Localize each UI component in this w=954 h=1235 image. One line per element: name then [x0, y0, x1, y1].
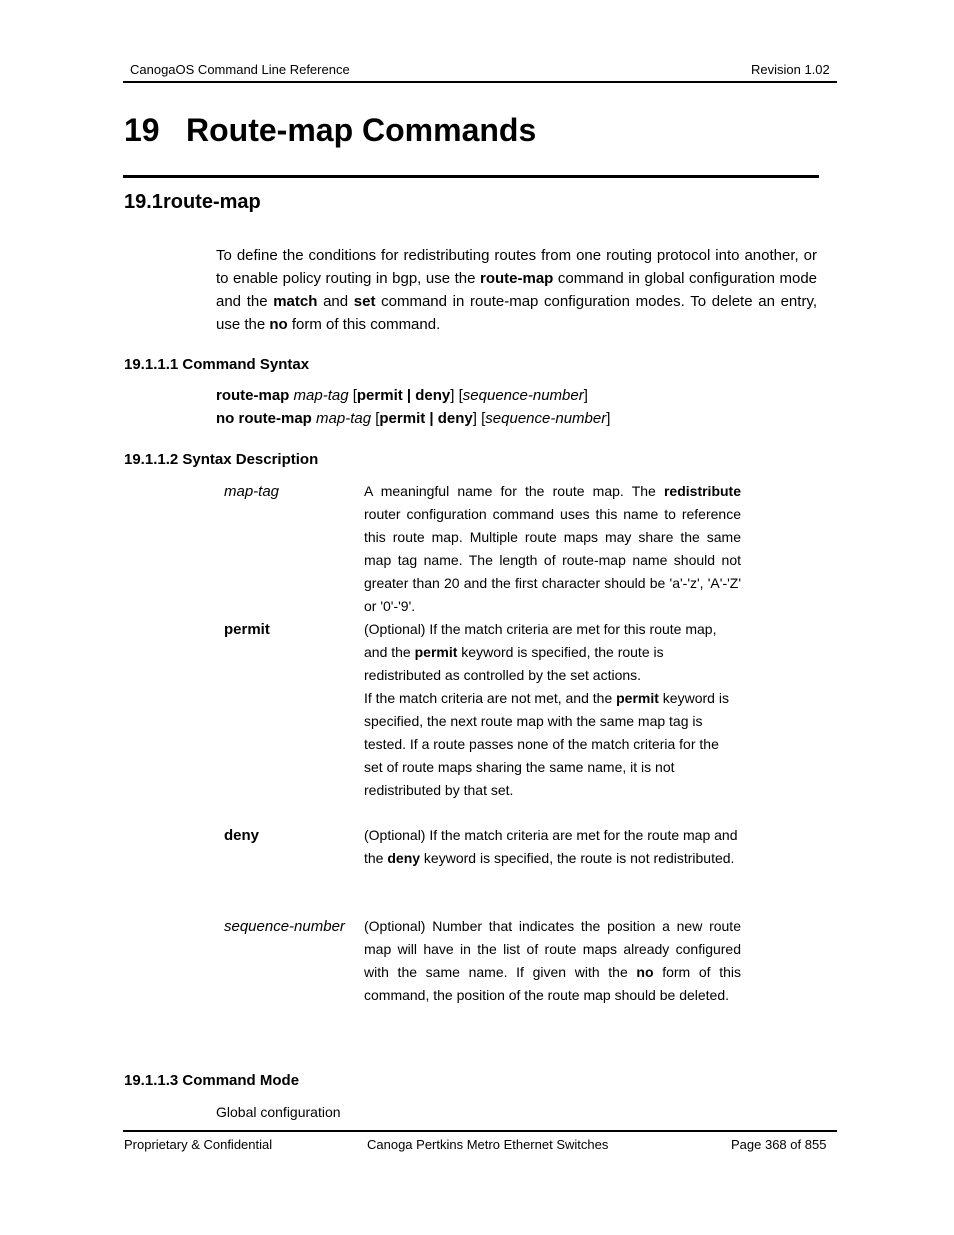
param-desc-paragraph: [364, 687, 741, 802]
section-title: route-map: [162, 191, 261, 213]
param-desc-permit: [364, 618, 741, 802]
intro-keyword-no: no: [269, 316, 288, 333]
param-desc-map-tag: [364, 480, 741, 618]
syntax-bracket: ]: [583, 387, 588, 404]
intro-paragraph: [216, 244, 817, 336]
param-desc-text: (Optional) Number that indicates the position a new route map will have in the list of route maps already configured with the same name. If given with the: [364, 918, 741, 980]
syntax-line-no-route-map: [216, 410, 610, 427]
intro-keyword-match: match: [273, 293, 318, 310]
footer-page-number: Page 368 of 855: [731, 1137, 827, 1152]
syntax-bracket: [: [352, 387, 357, 404]
param-term-text: deny: [224, 827, 260, 844]
chapter-divider: [123, 175, 819, 178]
param-desc-text: (Optional) If the match criteria are met for this route map, and the: [364, 621, 717, 660]
param-desc-keyword: deny: [387, 850, 421, 866]
param-term-text: permit: [224, 621, 270, 638]
param-term-deny: [224, 827, 259, 844]
intro-keyword-route-map: route-map: [479, 270, 554, 287]
syntax-arg: map-tag: [316, 410, 372, 427]
param-desc-text: (Optional) If the match criteria are met for the route map and the: [364, 827, 738, 866]
param-desc-text: A meaningful name for the route map. The: [364, 483, 664, 499]
syntax-bracket: ] [: [450, 387, 463, 404]
intro-text: and: [317, 293, 354, 310]
param-desc-sequence-number: [364, 915, 741, 1007]
param-desc-text: keyword is specified, the route is not redistributed.: [420, 850, 735, 866]
param-desc-text: If the match criteria are not met, and the: [364, 690, 617, 706]
intro-text: To define the conditions for redistributing routes from one routing protocol into another, or to enable policy routing in bgp, use the: [216, 247, 817, 287]
intro-text: command in route-map configuration modes. To delete an entry, use the: [216, 293, 817, 333]
syntax-keywords: permit | deny: [379, 410, 473, 427]
param-desc-keyword: no: [636, 964, 654, 980]
section-heading: [124, 191, 261, 214]
param-term-text: sequence-number: [224, 918, 345, 935]
command-syntax-heading: 19.1.1.1 Command Syntax: [124, 356, 310, 373]
syntax-bracket: ] [: [472, 410, 486, 427]
section-number: 19.1: [124, 191, 163, 213]
param-desc-keyword: permit: [616, 690, 659, 706]
command-mode-value: Global configuration: [216, 1104, 341, 1120]
chapter-number: 19: [124, 112, 160, 148]
footer-confidential: Proprietary & Confidential: [124, 1137, 273, 1152]
header-revision: Revision 1.02: [751, 62, 830, 77]
chapter-title: Route-map Commands: [186, 112, 537, 148]
syntax-command: route-map: [216, 387, 290, 404]
param-desc-text: keyword is specified, the next route map with the same map tag is tested. If a route passes none of the match criteria for the set of route maps sharing the same name, it is not redistributed by that set.: [364, 690, 729, 798]
footer-divider: [123, 1130, 837, 1132]
syntax-optional-arg: sequence-number: [462, 387, 584, 404]
param-desc-text: form of this command, the position of the route map should be deleted.: [364, 964, 741, 1003]
param-term-sequence-number: [224, 918, 345, 935]
intro-keyword-set: set: [353, 293, 376, 310]
syntax-line-route-map: [216, 387, 588, 404]
chapter-heading: [124, 112, 536, 149]
param-desc-text: keyword is specified, the route is redistributed as controlled by the set actions.: [364, 644, 664, 683]
param-desc-text: router configuration command uses this name to reference this route map. Multiple route maps may share the same map tag name. The length of route-map name should not greater than 20 and the first character should be 'a'-'z', 'A'-'Z' or '0'-'9'.: [364, 506, 741, 614]
param-desc-paragraph: [364, 618, 741, 687]
intro-text: command in global configuration mode and the: [216, 270, 817, 310]
syntax-bracket: ]: [606, 410, 611, 427]
param-desc-keyword: permit: [414, 644, 458, 660]
syntax-description-heading: 19.1.1.2 Syntax Description: [124, 451, 319, 468]
footer-product: Canoga Pertkins Metro Ethernet Switches: [367, 1137, 609, 1152]
param-desc-deny: [364, 824, 741, 870]
syntax-arg: map-tag: [293, 387, 349, 404]
syntax-keywords: permit | deny: [356, 387, 451, 404]
syntax-bracket: [: [375, 410, 380, 427]
header-doc-title: CanogaOS Command Line Reference: [130, 62, 350, 77]
syntax-command: no route-map: [216, 410, 312, 427]
param-term-text: map-tag: [224, 483, 280, 500]
param-term-map-tag: [224, 483, 279, 500]
param-term-permit: [224, 621, 270, 638]
intro-text: form of this command.: [287, 316, 441, 333]
param-desc-keyword: redistribute: [663, 483, 741, 499]
header-divider: [123, 81, 837, 83]
command-mode-heading: 19.1.1.3 Command Mode: [124, 1072, 300, 1089]
syntax-optional-arg: sequence-number: [485, 410, 607, 427]
